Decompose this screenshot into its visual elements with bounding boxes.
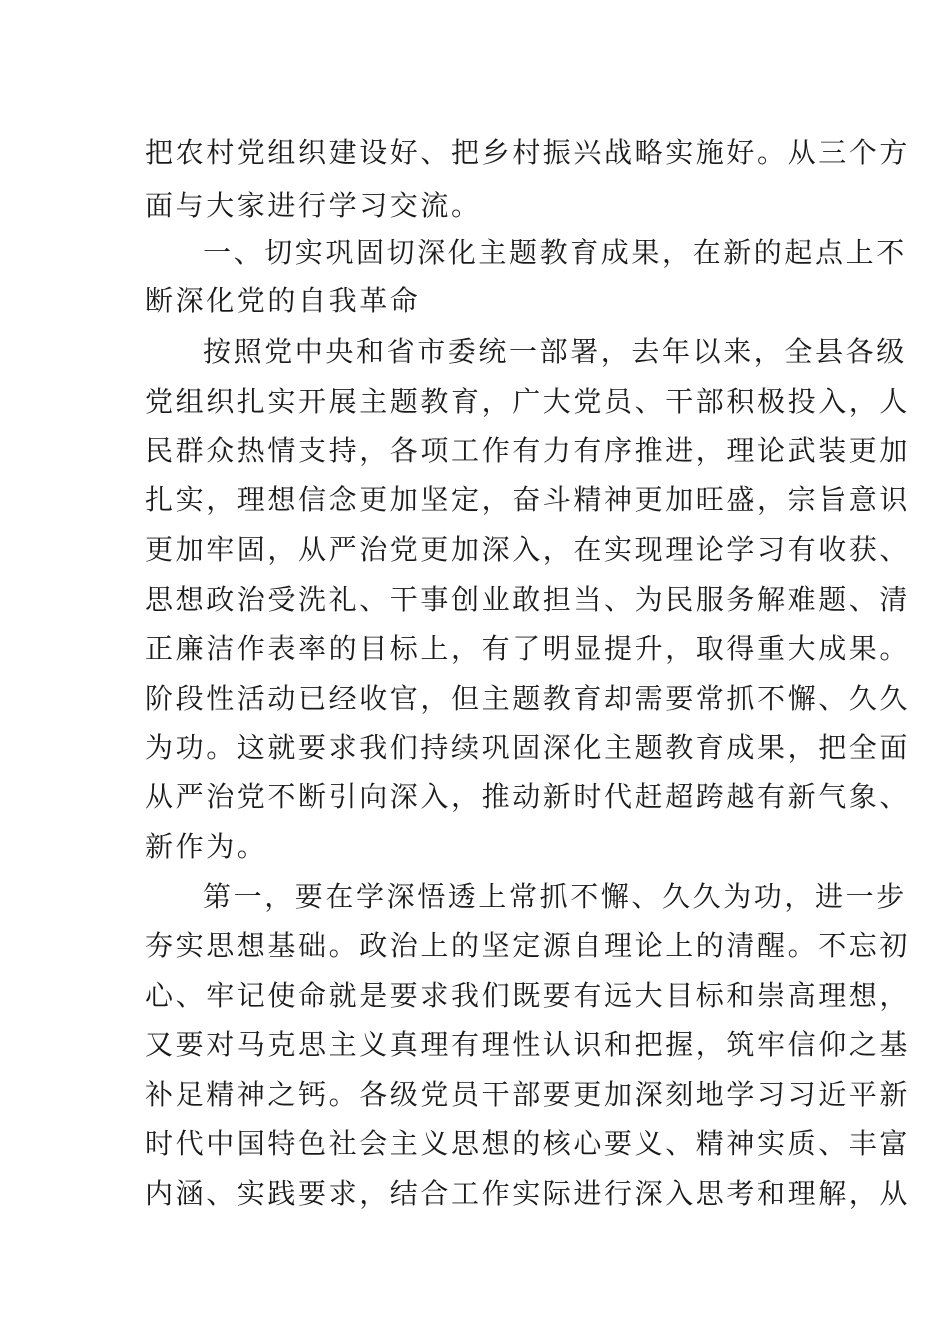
text-line: 正廉洁作表率的目标上，有了明显提升，取得重大成果。	[145, 632, 911, 665]
text-line: 阶段性活动已经收官，但主题教育却需要常抓不懈、久久	[145, 682, 911, 715]
section-heading-line: 断深化党的自我革命	[145, 284, 421, 317]
text-line: 第一，要在学深悟透上常抓不懈、久久为功，进一步	[203, 880, 907, 913]
text-line: 更加牢固，从严治党更加深入，在实现理论学习有收获、	[145, 533, 911, 566]
section-heading-line: 一、切实巩固切深化主题教育成果，在新的起点上不	[203, 236, 907, 269]
text-line: 夯实思想基础。政治上的坚定源自理论上的清醒。不忘初	[145, 929, 911, 962]
text-line: 民群众热情支持，各项工作有力有序推进，理论武装更加	[145, 434, 911, 467]
text-line: 面与大家进行学习交流。	[145, 189, 482, 222]
text-line: 为功。这就要求我们持续巩固深化主题教育成果，把全面	[145, 731, 911, 764]
text-line: 思想政治受洗礼、干事创业敢担当、为民服务解难题、清	[145, 583, 911, 616]
text-line: 又要对马克思主义真理有理性认识和把握，筑牢信仰之基	[145, 1028, 911, 1061]
text-line: 新作为。	[145, 830, 268, 863]
text-line: 把农村党组织建设好、把乡村振兴战略实施好。从三个方	[145, 136, 911, 169]
text-line: 从严治党不断引向深入，推动新时代赶超跨越有新气象、	[145, 780, 911, 813]
text-line: 时代中国特色社会主义思想的核心要义、精神实质、丰富	[145, 1127, 911, 1160]
text-line: 补足精神之钙。各级党员干部要更加深刻地学习习近平新	[145, 1078, 911, 1111]
text-line: 内涵、实践要求，结合工作实际进行深入思考和理解，从	[145, 1177, 911, 1210]
text-line: 心、牢记使命就是要求我们既要有远大目标和崇高理想，	[145, 979, 911, 1012]
text-line: 党组织扎实开展主题教育，广大党员、干部积极投入，人	[145, 385, 911, 418]
text-line: 按照党中央和省市委统一部署，去年以来，全县各级	[203, 335, 907, 368]
text-line: 扎实，理想信念更加坚定，奋斗精神更加旺盛，宗旨意识	[145, 483, 911, 516]
